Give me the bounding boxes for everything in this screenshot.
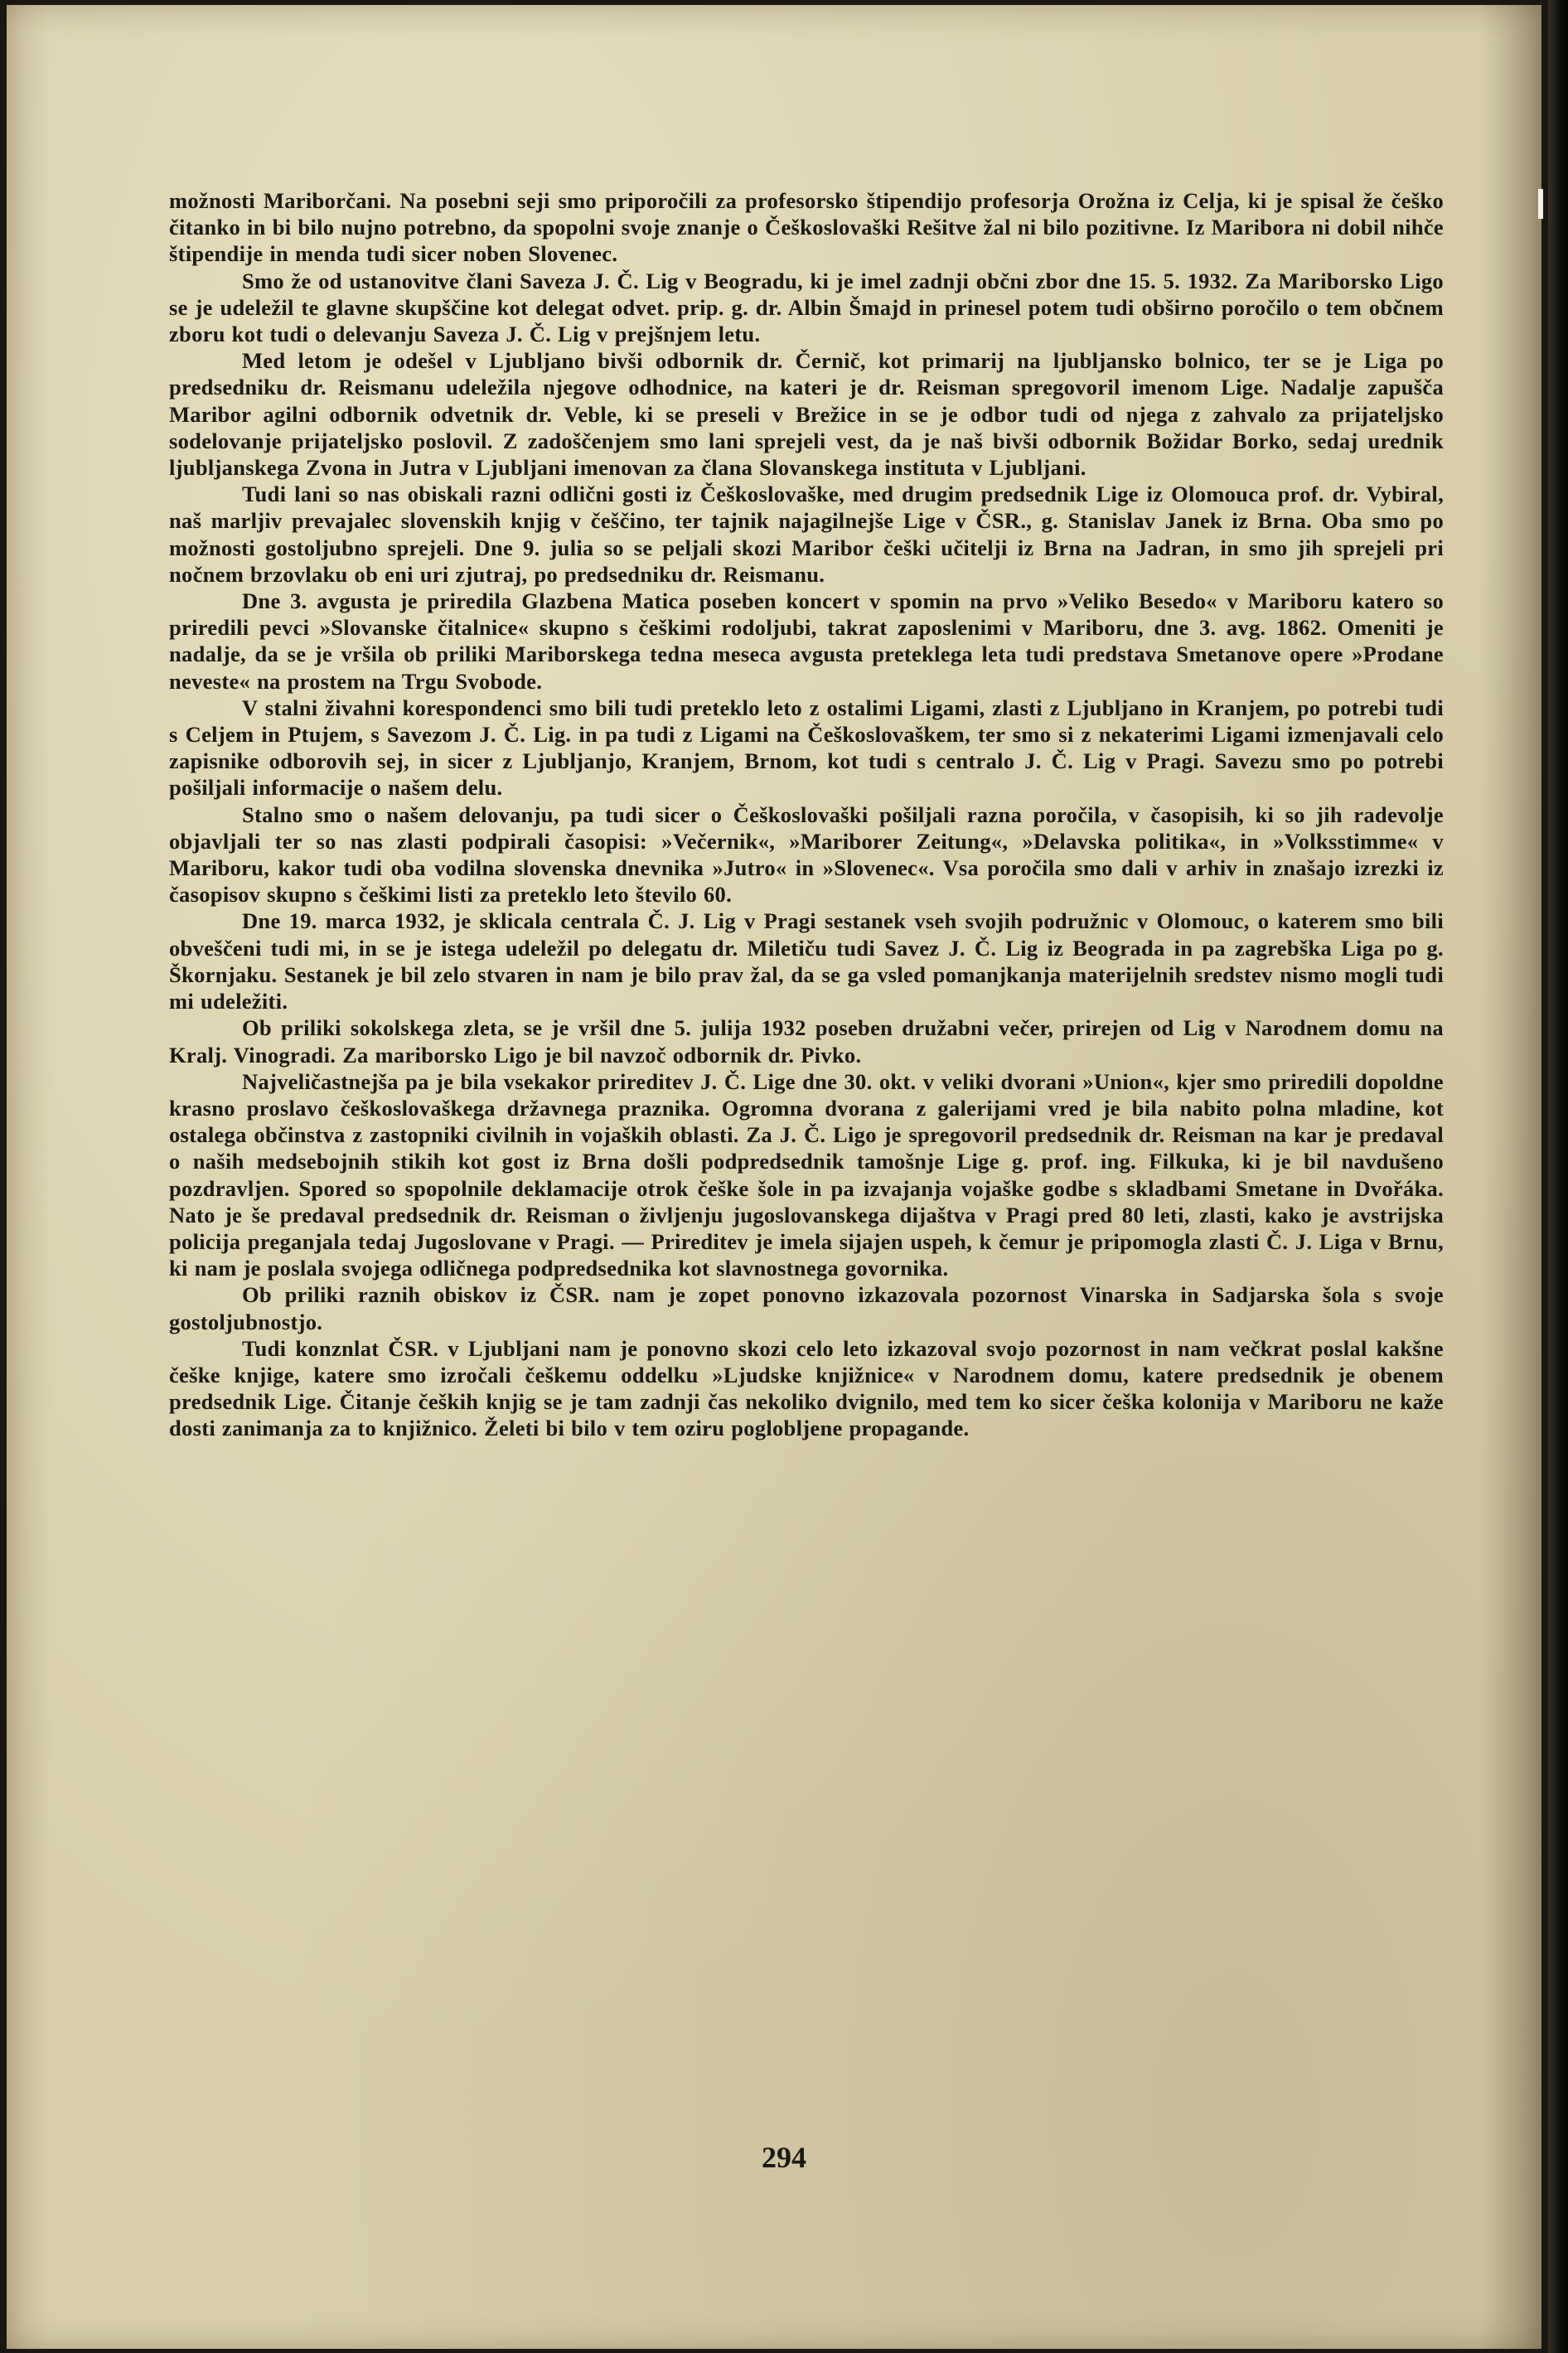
paragraph: Ob priliki raznih obiskov iz ČSR. nam je zopet ponovno izkazovala pozornost Vinarska in Sadjarska šola s svoje gostoljubnostjo. [169, 1282, 1444, 1334]
paragraph: Med letom je odešel v Ljubljano bivši odbornik dr. Černič, kot primarij na ljubljansko bolnico, ter se je Liga po predsedniku dr. Reismanu udeležila njegove odhodnice, na kateri je dr. Reisman spregovoril imenom Lige. Nadalje zapušča Maribor agilni odbornik odvetnik dr. Veble, ki se preseli v Brežice in se je odbor tudi od njega z zahvalo za prijateljsko sodelovanje prijateljsko poslovil. Z zadoščenjem smo lani sprejeli vest, da je naš bivši odbornik Božidar Borko, sedaj urednik ljubljanskega Zvona in Jutra v Ljubljani imenovan za člana Slovanskega instituta v Ljubljani. [169, 348, 1444, 481]
page-number: 294 [762, 2141, 806, 2174]
paragraph: Tudi lani so nas obiskali razni odlični gosti iz Češkoslovaške, med drugim predsednik Lige iz Olomouca prof. dr. Vybiral, naš marljiv prevajalec slovenskih knjig v češčino, ter tajnik najagilnejše Lige v ČSR., g. Stanislav Janek iz Brna. Oba smo po možnosti gostoljubno sprejeli. Dne 9. julia so se peljali skozi Maribor češki učitelji iz Brna na Jadran, in smo jih sprejeli pri nočnem brzovlaku ob eni uri zjutraj, po predsedniku dr. Reismanu. [169, 482, 1444, 587]
paragraph: možnosti Mariborčani. Na posebni seji smo priporočili za profesorsko štipendijo profesorja Orožna iz Celja, ki je spisal že češko čitanko in bi bilo nujno potrebno, da spopolni svoje znanje o Češkoslovaški Rešitve žal ni bilo pozitivne. Iz Maribora ni dobil nihče štipendije in menda tudi sicer noben Slovenec. [169, 188, 1444, 267]
paragraph: Smo že od ustanovitve člani Saveza J. Č. Lig v Beogradu, ki je imel zadnji občni zbor dne 15. 5. 1932. Za Mariborsko Ligo se je udeležil te glavne skupščine kot delegat odvet. prip. g. dr. Albin Šmajd in prinesel potem tudi obširno poročilo o tem občnem zboru kot tudi o delevanju Saveza J. Č. Lig v prejšnjem letu. [169, 268, 1444, 347]
paragraph: V stalni živahni korespondenci smo bili tudi preteklo leto z ostalimi Ligami, zlasti z Ljubljano in Kranjem, po potrebi tudi s Celjem in Ptujem, s Savezom J. Č. Lig. in pa tudi z Ligami na Češkoslovaškem, ter smo si z nekaterimi Ligami izmenjavali celo zapisnike odborovih sej, in sicer z Ljubljanjo, Kranjem, Brnom, kot tudi s centralo J. Č. Lig v Pragi. Savezu smo po potrebi pošiljali informacije o našem delu. [169, 695, 1444, 801]
body-text [169, 187, 1444, 1442]
binding-edge [1548, 0, 1568, 2353]
paragraph: Dne 19. marca 1932, je sklicala centrala Č. J. Lig v Pragi sestanek vseh svojih podružnic v Olomouc, o katerem smo bili obveščeni tudi mi, in se je istega udeležil po delegatu dr. Miletiču tudi Savez J. Č. Lig iz Beograda in pa zagrebška Liga po g. Škornjaku. Sestanek je bil zelo stvaren in nam je bilo prav žal, da se ga vsled pomanjkanja materijelnih sredstev nismo mogli tudi mi udeležiti. [169, 908, 1444, 1014]
paragraph: Najveličastnejša pa je bila vsekakor prireditev J. Č. Lige dne 30. okt. v veliki dvorani »Union«, kjer smo priredili dopoldne krasno proslavo češkoslovaškega državnega praznika. Ogromna dvorana z galerijami vred je bila nabito polna mladine, kot ostalega občinstva z zastopniki civilnih in vojaških oblasti. Za J. Č. Ligo je spregovoril predsednik dr. Reisman na kar je predaval o naših medsebojnih stikih kot gost iz Brna došli podpredsednik tamošnje Lige g. prof. ing. Filkuka, ki je bil navdušeno pozdravljen. Spored so spopolnile deklamacije otrok češke šole in pa izvajanja vojaške godbe s skladbami Smetane in Dvořáka. Nato je še predaval predsednik dr. Reisman o življenju jugoslovanskega dijaštva v Pragi pred 80 leti, zlasti, kako je avstrijska policija preganjala tedaj Jugoslovane v Pragi. — Prireditev je imela sijajen uspeh, k čemur je pripomogla zlasti Č. J. Liga v Brnu, ki nam je poslala svojega odličnega podpredsednika kot slavnostnega govornika. [169, 1068, 1444, 1281]
paragraph: Dne 3. avgusta je priredila Glazbena Matica poseben koncert v spomin na prvo »Veliko Besedo« v Mariboru katero so priredili pevci »Slovanske čitalnice« skupno s češkimi rodoljubi, takrat zaposlenimi v Mariboru, dne 3. avg. 1862. Omeniti je nadalje, da se je vršila ob priliki Mariborskega tedna meseca avgusta preteklega leta tudi predstava Smetanove opere »Prodane neveste« na prostem na Trgu Svobode. [169, 588, 1444, 694]
binding-mark [1538, 189, 1543, 219]
paragraph: Ob priliki sokolskega zleta, se je vršil dne 5. julija 1932 poseben družabni večer, prirejen od Lig v Narodnem domu na Kralj. Vinogradi. Za mariborsko Ligo je bil navzoč odbornik dr. Pivko. [169, 1015, 1444, 1068]
paragraph: Stalno smo o našem delovanju, pa tudi sicer o Češkoslovaški pošiljali razna poročila, v časopisih, ki so jih radevolje objavljali ter so nas zlasti podpirali časopisi: »Večernik«, »Mariborer Zeitung«, »Delavska politika«, in »Volksstimme« v Mariboru, kakor tudi oba vodilna slovenska dnevnika »Jutro« in »Slovenec«. Vsa poročila smo dali v arhiv in znašajo izrezki iz časopisov skupno s češkimi listi za preteklo leto število 60. [169, 801, 1444, 908]
paragraph: Tudi konznlat ČSR. v Ljubljani nam je ponovno skozi celo leto izkazoval svojo pozornost in nam večkrat poslal kakšne češke knjige, katere smo izročali češkemu oddelku »Ljudske knjižnice« v Narodnem domu, katere predsednik je obenem predsednik Lige. Čitanje čeških knjig se je tam zadnji čas nekoliko dvignilo, med tem ko sicer češka kolonija v Mariboru ne kaže dosti zanimanja za to knjižnico. Želeti bi bilo v tem oziru poglobljene propagande. [169, 1335, 1444, 1441]
